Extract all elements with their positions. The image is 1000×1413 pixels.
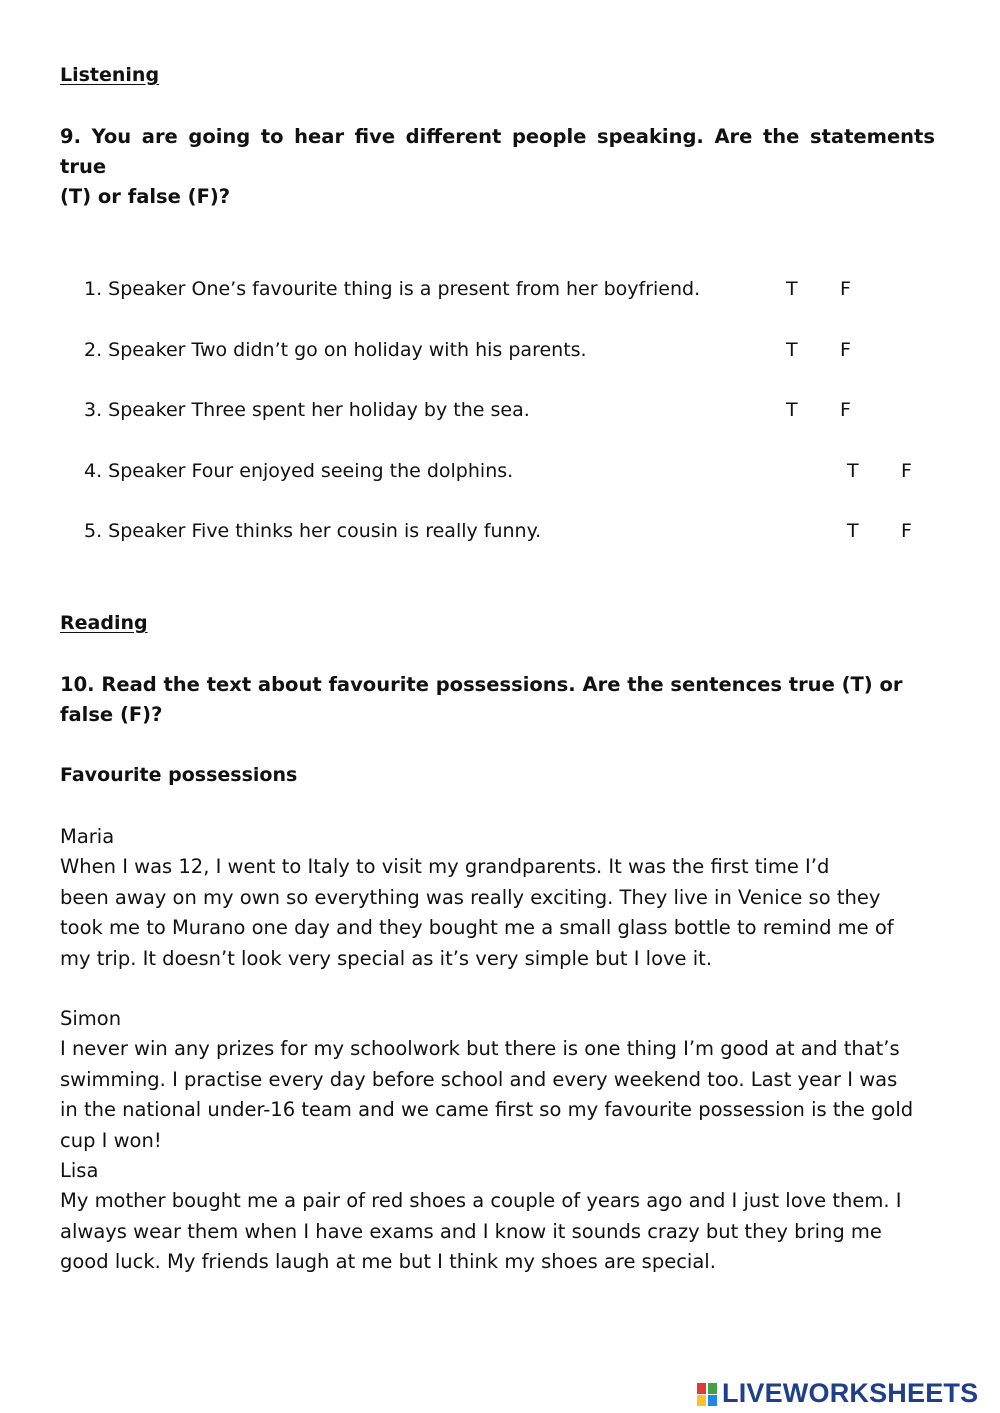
statement-1-false-option[interactable]: F: [840, 278, 851, 300]
statement-3: 3. Speaker Three spent her holiday by the sea.: [84, 399, 530, 421]
paragraph-line: always wear them when I have exams and I know it sounds crazy but they bring me: [60, 1219, 882, 1243]
logo-text: LIVEWORKSHEETS: [722, 1378, 979, 1408]
question-9-line-1: 9. You are going to hear five different people speaking. Are the statements true: [60, 125, 935, 178]
paragraph-line: my trip. It doesn’t look very special as it’s very simple but I love it.: [60, 946, 713, 970]
text-simon: [60, 1004, 940, 1156]
text-subtitle: Favourite possessions: [60, 764, 298, 786]
statement-2-true-option[interactable]: T: [786, 339, 798, 361]
question-9: [60, 122, 935, 212]
paragraph-line: swimming. I practise every day before school and every weekend too. Last year I was: [60, 1067, 898, 1091]
paragraph-line: took me to Murano one day and they bought me a small glass bottle to remind me of: [60, 916, 894, 940]
statement-4: 4. Speaker Four enjoyed seeing the dolphins.: [84, 460, 514, 482]
statement-5-true-option[interactable]: T: [847, 520, 859, 542]
statement-3-true-option[interactable]: T: [786, 399, 798, 421]
question-10: [60, 670, 935, 730]
paragraph-line: good luck. My friends laugh at me but I think my shoes are special.: [60, 1250, 716, 1274]
statement-2-false-option[interactable]: F: [840, 339, 851, 361]
text-maria: [60, 822, 940, 974]
statement-3-false-option[interactable]: F: [840, 399, 851, 421]
reading-heading: Reading: [60, 612, 148, 634]
question-10-line-1: 10. Read the text about favourite possessions. Are the sentences true (T) or: [60, 673, 903, 696]
paragraph-line: in the national under-16 team and we came first so my favourite possession is the gold: [60, 1098, 914, 1122]
maria-name: Maria: [60, 825, 115, 848]
text-lisa: [60, 1156, 940, 1278]
paragraph-line: cup I won!: [60, 1128, 162, 1152]
logo-mark-icon: [697, 1381, 719, 1407]
paragraph-line: I never win any prizes for my schoolwork but there is one thing I’m good at and that’s: [60, 1037, 900, 1061]
statement-5: 5. Speaker Five thinks her cousin is really funny.: [84, 520, 542, 542]
statement-1: 1. Speaker One’s favourite thing is a present from her boyfriend.: [84, 278, 701, 300]
statement-4-false-option[interactable]: F: [901, 460, 912, 482]
question-9-line-2: (T) or false (F)?: [60, 185, 231, 208]
simon-name: Simon: [60, 1007, 122, 1030]
lisa-name: Lisa: [60, 1159, 99, 1182]
paragraph-line: My mother bought me a pair of red shoes a couple of years ago and I just love them. I: [60, 1189, 902, 1213]
statement-5-false-option[interactable]: F: [901, 520, 912, 542]
paragraph-line: When I was 12, I went to Italy to visit my grandparents. It was the first time I’d: [60, 855, 830, 879]
liveworksheets-logo[interactable]: [697, 1378, 978, 1409]
statement-1-true-option[interactable]: T: [786, 278, 798, 300]
statement-2: 2. Speaker Two didn’t go on holiday with his parents.: [84, 339, 587, 361]
question-10-line-2: false (F)?: [60, 703, 163, 726]
listening-heading: Listening: [60, 64, 160, 86]
statement-4-true-option[interactable]: T: [847, 460, 859, 482]
paragraph-line: been away on my own so everything was really exciting. They live in Venice so they: [60, 885, 881, 909]
